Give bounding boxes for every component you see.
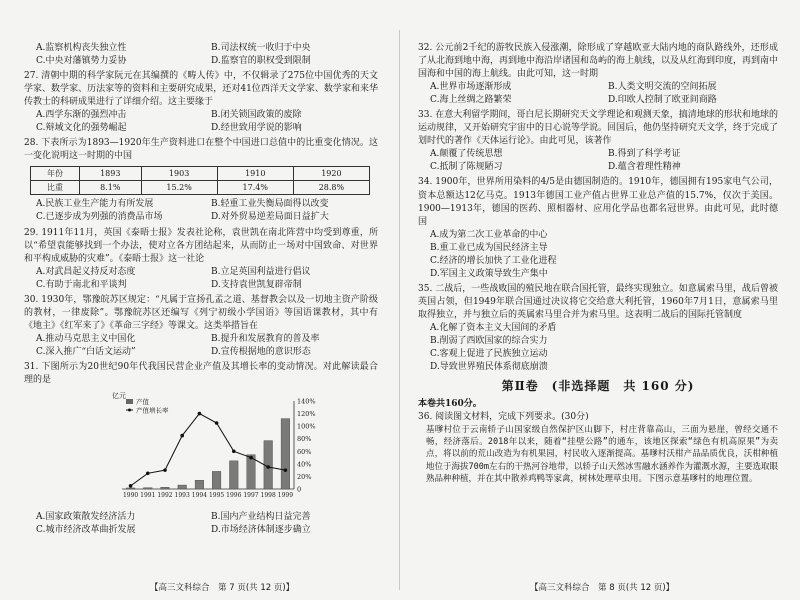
section-note: 本卷共160分。 xyxy=(418,398,482,409)
q27-stem: 27. 清朝中期的科学家阮元在其编撰的《畴人传》中，不仅辑录了275位中国优秀的天文学家、数学家、历法家等的资料和主要研究成果，还对41位西洋天文学家、数学家和来华传教士的科研成果进行了详细介绍。这主要缘于 xyxy=(24,71,378,108)
q28-option-a[interactable]: A.民族工业生产能力有所发展 xyxy=(36,199,154,210)
right-tick-label: 80% xyxy=(297,435,312,444)
x-tick-label: 1999 xyxy=(277,492,294,500)
right-tick-label: 20% xyxy=(297,473,312,482)
q34-option-d[interactable]: D.军国主义政策导致生产集中 xyxy=(430,268,548,279)
q29-option-d[interactable]: D.支持袁世凯复辟帝制 xyxy=(211,279,302,290)
q33-option-d[interactable]: D.蕴含着理性精神 xyxy=(608,162,681,173)
q26-option-b[interactable]: B.司法权统一收归于中央 xyxy=(211,43,311,53)
growth-point xyxy=(129,484,133,488)
q26-option-d[interactable]: D.监察官的职权受到限制 xyxy=(211,56,311,67)
q33-option-c[interactable]: C.抵制了陈规陋习 xyxy=(430,162,503,173)
q33-stem: 33. 在意大利留学期间，哥白尼长期研究天文学理论和观测天象，搞清地球的形状和地球的运动规律，又开始研究宇宙中的日心说等学说。回国后，他仍坚持研究天文学，终于完成了划时代的著作《天体运行论》。由此可见，该著作 xyxy=(418,110,779,147)
table-cell: 1920 xyxy=(293,167,369,181)
table-cell: 1903 xyxy=(141,167,217,181)
chart-bar xyxy=(212,471,221,489)
q29-option-a[interactable]: A.对武昌起义持反对态度 xyxy=(36,266,136,277)
q27-option-c[interactable]: C.辩域文化的强势崛起 xyxy=(36,123,127,134)
q32-option-a[interactable]: A.世界市场逐渐形成 xyxy=(430,82,512,93)
growth-point xyxy=(266,465,270,469)
question-31 xyxy=(24,361,378,537)
question-34 xyxy=(418,176,778,280)
right-page-footer: 【高三文科综合 第 8 页(共 12 页)】 xyxy=(530,582,675,593)
q31-stem: 31. 下图所示为20世纪90年代我国民营企业产值及其增长率的变动情况。对此解读最合理的是 xyxy=(24,361,378,386)
q35-option-d[interactable]: D.导致世界殖民体系彻底崩溃 xyxy=(430,362,548,373)
table-cell: 1893 xyxy=(79,167,141,181)
q27-option-a[interactable]: A.西学东渐的强烈冲击 xyxy=(36,110,127,121)
x-tick-label: 1998 xyxy=(260,492,276,500)
q33-option-a[interactable]: A.颠覆了传统思想 xyxy=(430,149,503,160)
right-tick-label: 120% xyxy=(297,410,316,419)
x-tick-label: 1992 xyxy=(157,492,173,500)
q34-option-a[interactable]: A.成为第二次工业革命的中心 xyxy=(430,229,548,240)
legend-line-label: 产值增长率 xyxy=(136,406,169,415)
q31-option-d[interactable]: D.市场经济体制逐步确立 xyxy=(211,525,311,536)
q34-option-b[interactable]: B.重工业已成为国民经济主导 xyxy=(430,242,548,253)
right-page xyxy=(400,0,800,600)
q36-stem: 36. 阅读图文材料，完成下列要求。(30分) xyxy=(418,411,589,422)
q30-stem: 30. 1930年，鄂豫皖苏区规定：“凡属于宣扬孔孟之道、基督教会以及一切地主资产阶级的教材，一律废除”。鄂豫皖苏区还编写《列宁初级小学国语》等国语课教材，其中有《地主》《红军来了》《革命三字经》等课文。这类举措旨在 xyxy=(24,294,378,331)
q30-option-a[interactable]: A.推动马克思主义中国化 xyxy=(36,333,136,344)
q32-option-b[interactable]: B.人类文明交流的空间拓展 xyxy=(608,82,717,93)
table-cell: 15.2% xyxy=(141,181,217,195)
left-page-footer: 【高三文科综合 第 7 页(共 12 页)】 xyxy=(150,582,295,593)
chart-bar xyxy=(178,485,187,489)
table-cell: 28.8% xyxy=(293,181,369,195)
growth-point xyxy=(180,434,184,438)
question-29 xyxy=(24,227,378,292)
q32-option-c[interactable]: C.海上丝绸之路繁荣 xyxy=(430,95,512,106)
growth-point xyxy=(198,412,202,416)
q31-option-a[interactable]: A.国家政策散发经济活力 xyxy=(36,512,136,523)
q28-stem: 28. 下表所示为1893—1920年生产资料进口在整个中国进口总值中的比重变化情况。这一变化说明这一时期的中国 xyxy=(24,138,378,162)
right-tick-label: 60% xyxy=(297,447,312,456)
right-tick-label: 140% xyxy=(297,397,316,406)
legend-bar-swatch xyxy=(126,399,133,404)
x-tick-label: 1993 xyxy=(174,492,190,500)
q28-table xyxy=(30,166,370,195)
chart-bar xyxy=(195,480,204,489)
x-tick-label: 1997 xyxy=(243,492,259,500)
question-33 xyxy=(418,109,778,174)
legend-line-marker xyxy=(128,409,131,412)
q27-option-d[interactable]: D.经世致用学说的影响 xyxy=(211,123,302,134)
x-tick-label: 1995 xyxy=(208,492,225,500)
q29-option-b[interactable]: B.立足英国利益进行倡议 xyxy=(211,266,311,277)
chart-bar xyxy=(230,461,239,489)
q31-chart xyxy=(94,389,324,509)
x-tick-label: 1990 xyxy=(122,492,139,500)
question-28 xyxy=(24,137,378,224)
section-title: 第Ⅱ卷 (非选择题 共 160 分) xyxy=(501,379,695,394)
x-tick-label: 1994 xyxy=(191,492,208,500)
question-35 xyxy=(418,283,778,374)
q26-options xyxy=(36,42,378,68)
x-tick-label: 1991 xyxy=(140,492,156,500)
q34-option-c[interactable]: C.经济的增长加快了工业化进程 xyxy=(430,255,557,266)
q26-option-c[interactable]: C.中央对藩镇势力妥协 xyxy=(36,56,127,67)
chart-bar xyxy=(144,488,153,489)
growth-point xyxy=(163,468,167,472)
growth-line xyxy=(131,414,286,486)
q28-option-b[interactable]: B.轻重工业失衡局面得以改变 xyxy=(211,199,329,210)
right-tick-label: 100% xyxy=(297,422,316,431)
q33-option-b[interactable]: B.得到了科学考证 xyxy=(608,149,681,160)
growth-point xyxy=(146,472,150,476)
q35-option-c[interactable]: C.客观上促进了民族独立运动 xyxy=(430,349,548,360)
q29-stem: 29. 1911年11月，英国《泰晤士报》发表社论称，袁世凯在南北阵营中均受到尊重，所以“希望袁能够找到一个办法，使对立各方团结起来，从而防止一场对中国致命、对世界和平构成威胁的灾难”。《泰晤士报》这一社论 xyxy=(24,227,378,264)
chart-bar xyxy=(161,487,170,489)
chart-svg xyxy=(94,389,324,509)
table-cell: 8.1% xyxy=(79,181,141,195)
q35-option-a[interactable]: A.化解了资本主义大国间的矛盾 xyxy=(430,322,557,333)
chart-bar xyxy=(126,488,135,489)
growth-point xyxy=(249,456,253,460)
table-header-year: 年份 xyxy=(31,167,80,181)
growth-point xyxy=(215,421,219,425)
chart-bar xyxy=(247,455,256,489)
q30-option-b[interactable]: B.提升和发展教育的普及率 xyxy=(211,333,320,344)
q26-option-a[interactable]: A.监察机构丧失独立性 xyxy=(36,43,127,53)
table-header-share: 比重 xyxy=(31,181,80,195)
q35-option-b[interactable]: B.削弱了西欧国家的综合实力 xyxy=(430,336,548,347)
x-tick-label: 1996 xyxy=(226,492,242,500)
table-cell: 1910 xyxy=(217,167,293,181)
q35-stem: 35. 二战后，一些战败国的殖民地在联合国托管，最终实现独立。如意属索马里，战后曾被英国占领，但1949年联合国通过决议将它交给意大利托管，1960年7月1日，意属索马里取得独立，并与独立后的英属索马里合并为索马里。这表明二战后的国际托管制度 xyxy=(418,283,778,320)
q27-option-b[interactable]: B.闭关锁国政策的废除 xyxy=(211,110,302,121)
growth-point xyxy=(284,468,288,472)
legend-bar-label: 产值 xyxy=(136,398,149,407)
q32-stem: 32. 公元前2千纪的游牧民族入侵涨潮，除形成了穿越欧亚大陆内地的商队路线外，还形成了从北海到地中海，再到地中海沿岸诸国和岛屿的海上航线，以及从红海到印度，再到南中国海和中国的海上航线。由此可知，这一时期 xyxy=(418,43,779,80)
q28-option-c[interactable]: C.已逐步成为列强的消费品市场 xyxy=(36,212,163,223)
question-32 xyxy=(418,42,778,107)
question-30 xyxy=(24,294,378,359)
right-tick-label: 40% xyxy=(297,460,312,469)
q28-option-d[interactable]: D.对外贸易逆差局面日益扩大 xyxy=(211,212,329,223)
left-axis-unit: 亿元 xyxy=(112,392,126,401)
table-cell: 17.4% xyxy=(217,181,293,195)
q30-option-c[interactable]: C.深入推广“白话文运动” xyxy=(36,346,136,357)
q31-option-b[interactable]: B.国内产业结构日益完善 xyxy=(211,512,311,523)
q34-stem: 34. 1900年，世界所用染料的4/5是由德国制造的。1910年，德国拥有195家电气公司，资本总额达12亿马克。1913年德国工业产值占世界工业总产值的15.7%，仅次于美国。1900—1913年，德国的医药、照相器材、应用化学品也都名冠世界。由此可见，此时德国 xyxy=(418,177,778,227)
q36-passage: 基嗲村位于云南轿子山国家级自然保护区山脚下，村庄背靠高山，三面为悬崖，曾经交通不畅，经济落后。2018年以来，随着“挂壁公路”的通车，该地区探索“绿色有机高原果”为卖点，将以前的荒山改造为有机果园，村民收入逐渐提高。基嗲村沃柑产品品质优良，沃柑种植地位于海拔700m左右的干热河谷地带，以轿子山天然冰雪融水涵养作为灌溉水源，主要选取眼熟品种种植，并在其中散养鸡鸭等家禽，树林处理草虫用。下图示意基嗲村的地理位置。 xyxy=(426,424,778,484)
growth-point xyxy=(232,450,236,454)
right-tick-label: 0 xyxy=(297,485,302,494)
q32-option-d[interactable]: D.印欧人控制了欧亚间商路 xyxy=(608,95,717,106)
q30-option-d[interactable]: D.宣传根据地的意识形态 xyxy=(211,346,311,357)
q31-option-c[interactable]: C.城市经济改革曲折发展 xyxy=(36,525,136,536)
question-27 xyxy=(24,70,378,135)
q29-option-c[interactable]: C.有助于南北和平谈判 xyxy=(36,279,127,290)
chart-bar xyxy=(281,419,290,489)
